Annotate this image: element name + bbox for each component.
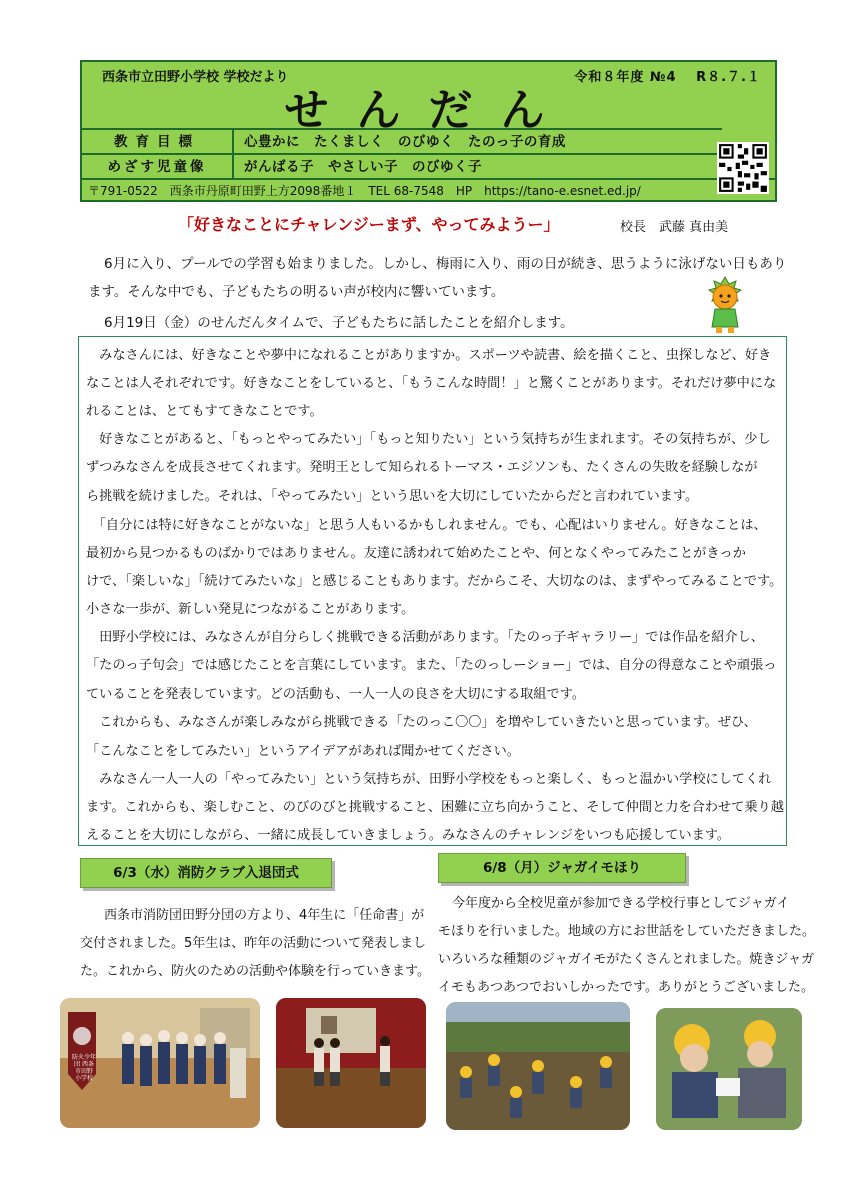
speech-line: 「自分には特に好きなことがないな」と思う人もいるかもしれません。でも、心配はいりません。好きなことは、: [86, 518, 767, 533]
speech-line: 田野小学校には、みなさんが自分らしく挑戦できる活動があります。「たのっ子ギャラリー」では作品を紹介し、: [86, 630, 764, 645]
speech-line: 「こんなことをしてみたい」というアイデアがあれば聞かせてください。: [86, 744, 520, 759]
section1-line: 西条市消防団田野分団の方より、4年生に「任命書」が: [104, 908, 425, 923]
speech-line: 最初から見つかるものばかりではありません。友達に誘われて始めたことや、何となくやってみたことがきっか: [86, 546, 746, 561]
section1-line: 交付されました。5年生は、昨年の活動について発表しまし: [80, 936, 427, 951]
speech-line: みなさん一人一人の「やってみたい」という気持ちが、田野小学校をもっと楽しく、もっと温かい学校にしてくれ: [86, 772, 772, 787]
speech-line: 好きなことがあると、「もっとやってみたい」「もっと知りたい」という気持ちが生まれます。その気持ちが、少し: [86, 432, 771, 447]
section2-line: モほりを行いました。地域の方にお世話をしていただきました。: [438, 924, 816, 939]
article-slogan: 「好きなことにチャレンジーまず、やってみようー」: [178, 215, 560, 234]
education-goal-row: [82, 128, 722, 154]
speech-line: ずつみなさんを成長させてくれます。発明王として知られるトーマス・エジソンも、たくさんの失敗を経験しなが: [86, 460, 758, 475]
school-name: 西条市立田野小学校 学校だより: [102, 70, 289, 85]
section1-line: た。これから、防火のための活動や体験を行っていきます。: [80, 964, 430, 979]
speech-line: ら挑戦を続けました。それは、「やってみたい」という思いを大切にしていたからだと言われています。: [86, 489, 699, 504]
mascot-icon: [700, 275, 750, 335]
section2-line: 今年度から全校児童が参加できる学校行事としてジャガイ: [452, 896, 790, 911]
speech-line: ます。これからも、楽しむこと、のびのびと挑戦すること、困難に立ち向かうこと、そして仲間と力を合わせて乗り越: [86, 800, 784, 815]
issue-date: 令和８年度 №4 R８.７.１: [574, 70, 761, 85]
section-title-potato-digging: 6/8（月）ジャガイモほり: [438, 853, 686, 883]
intro-line: 6月19日（金）のせんだんタイムで、子どもたちに話したことを紹介します。: [104, 315, 574, 331]
intro-line: ます。そんな中でも、子どもたちの明るい声が校内に響いています。: [88, 284, 505, 300]
speech-line: れることは、とてもすてきなことです。: [86, 404, 323, 419]
section2-line: いろいろな種類のジャガイモがたくさんとれました。焼きジャガ: [438, 952, 815, 967]
school-address: 〒791-0522 西条市丹原町田野上方2098番地１ TEL 68-7548 HP https://tano-e.esnet.ed.jp/: [82, 178, 777, 202]
education-goal-value: 心豊かに たくましく のびゆく たのっ子の育成: [244, 134, 566, 150]
speech-line: 小さな一歩が、新しい発見につながることがあります。: [86, 602, 415, 617]
photo-eating-potatoes: [656, 1008, 802, 1130]
section-title-fire-club: 6/3（水）消防クラブ入退団式: [80, 858, 332, 888]
speech-line: けで、「楽しいな」「続けてみたいな」と感じることもあります。だからこそ、大切なのは、まずやってみることです。: [86, 574, 783, 589]
speech-line: みなさんには、好きなことや夢中になれることがありますか。スポーツや読書、絵を描くこと、虫探しなど、好き: [86, 348, 772, 363]
speech-line: これからも、みなさんが楽しみながら挑戦できる「たのっこ〇〇」を増やしていきたいと思っています。ぜひ、: [86, 715, 757, 730]
principal-name: 校長 武藤 真由美: [620, 220, 729, 235]
intro-line: 6月に入り、プールでの学習も始まりました。しかし、梅雨に入り、雨の日が続き、思うように泳げない日もあり: [104, 256, 787, 272]
speech-line: 「たのっ子句会」では感じたことを言葉にしています。また、「たのっしーショー」では、自分の得意なことや頑張っ: [86, 658, 777, 673]
photo-potato-field: [446, 1002, 630, 1130]
photo-banner-text: 防火少年団 西条市田野 小学校: [72, 1054, 97, 1082]
masthead: [80, 60, 777, 202]
qr-code-icon[interactable]: [717, 142, 769, 194]
ideal-student-label: めざす児童像: [82, 155, 234, 179]
education-goal-label: 教育目標: [82, 130, 234, 154]
ideal-student-row: [82, 153, 722, 179]
section2-line: イモもあつあつでおいしかったです。ありがとうございました。: [438, 980, 814, 995]
newsletter-title: せんだん: [284, 85, 573, 136]
photo-fire-club-ceremony: [60, 998, 260, 1128]
speech-line: ていることを発表しています。どの活動も、一人一人の良さを大切にする取組です。: [86, 687, 586, 702]
photo-fire-club-presentation: [276, 998, 426, 1128]
speech-line: えることを大切にしながら、一緒に成長していきましょう。みなさんのチャレンジをいつも応援しています。: [86, 828, 731, 843]
speech-line: なことは人それぞれです。好きなことをしていると、「もうこんな時間！」と驚くことがあります。それだけ夢中にな: [86, 376, 777, 391]
ideal-student-value: がんばる子 やさしい子 のびゆく子: [244, 159, 482, 175]
